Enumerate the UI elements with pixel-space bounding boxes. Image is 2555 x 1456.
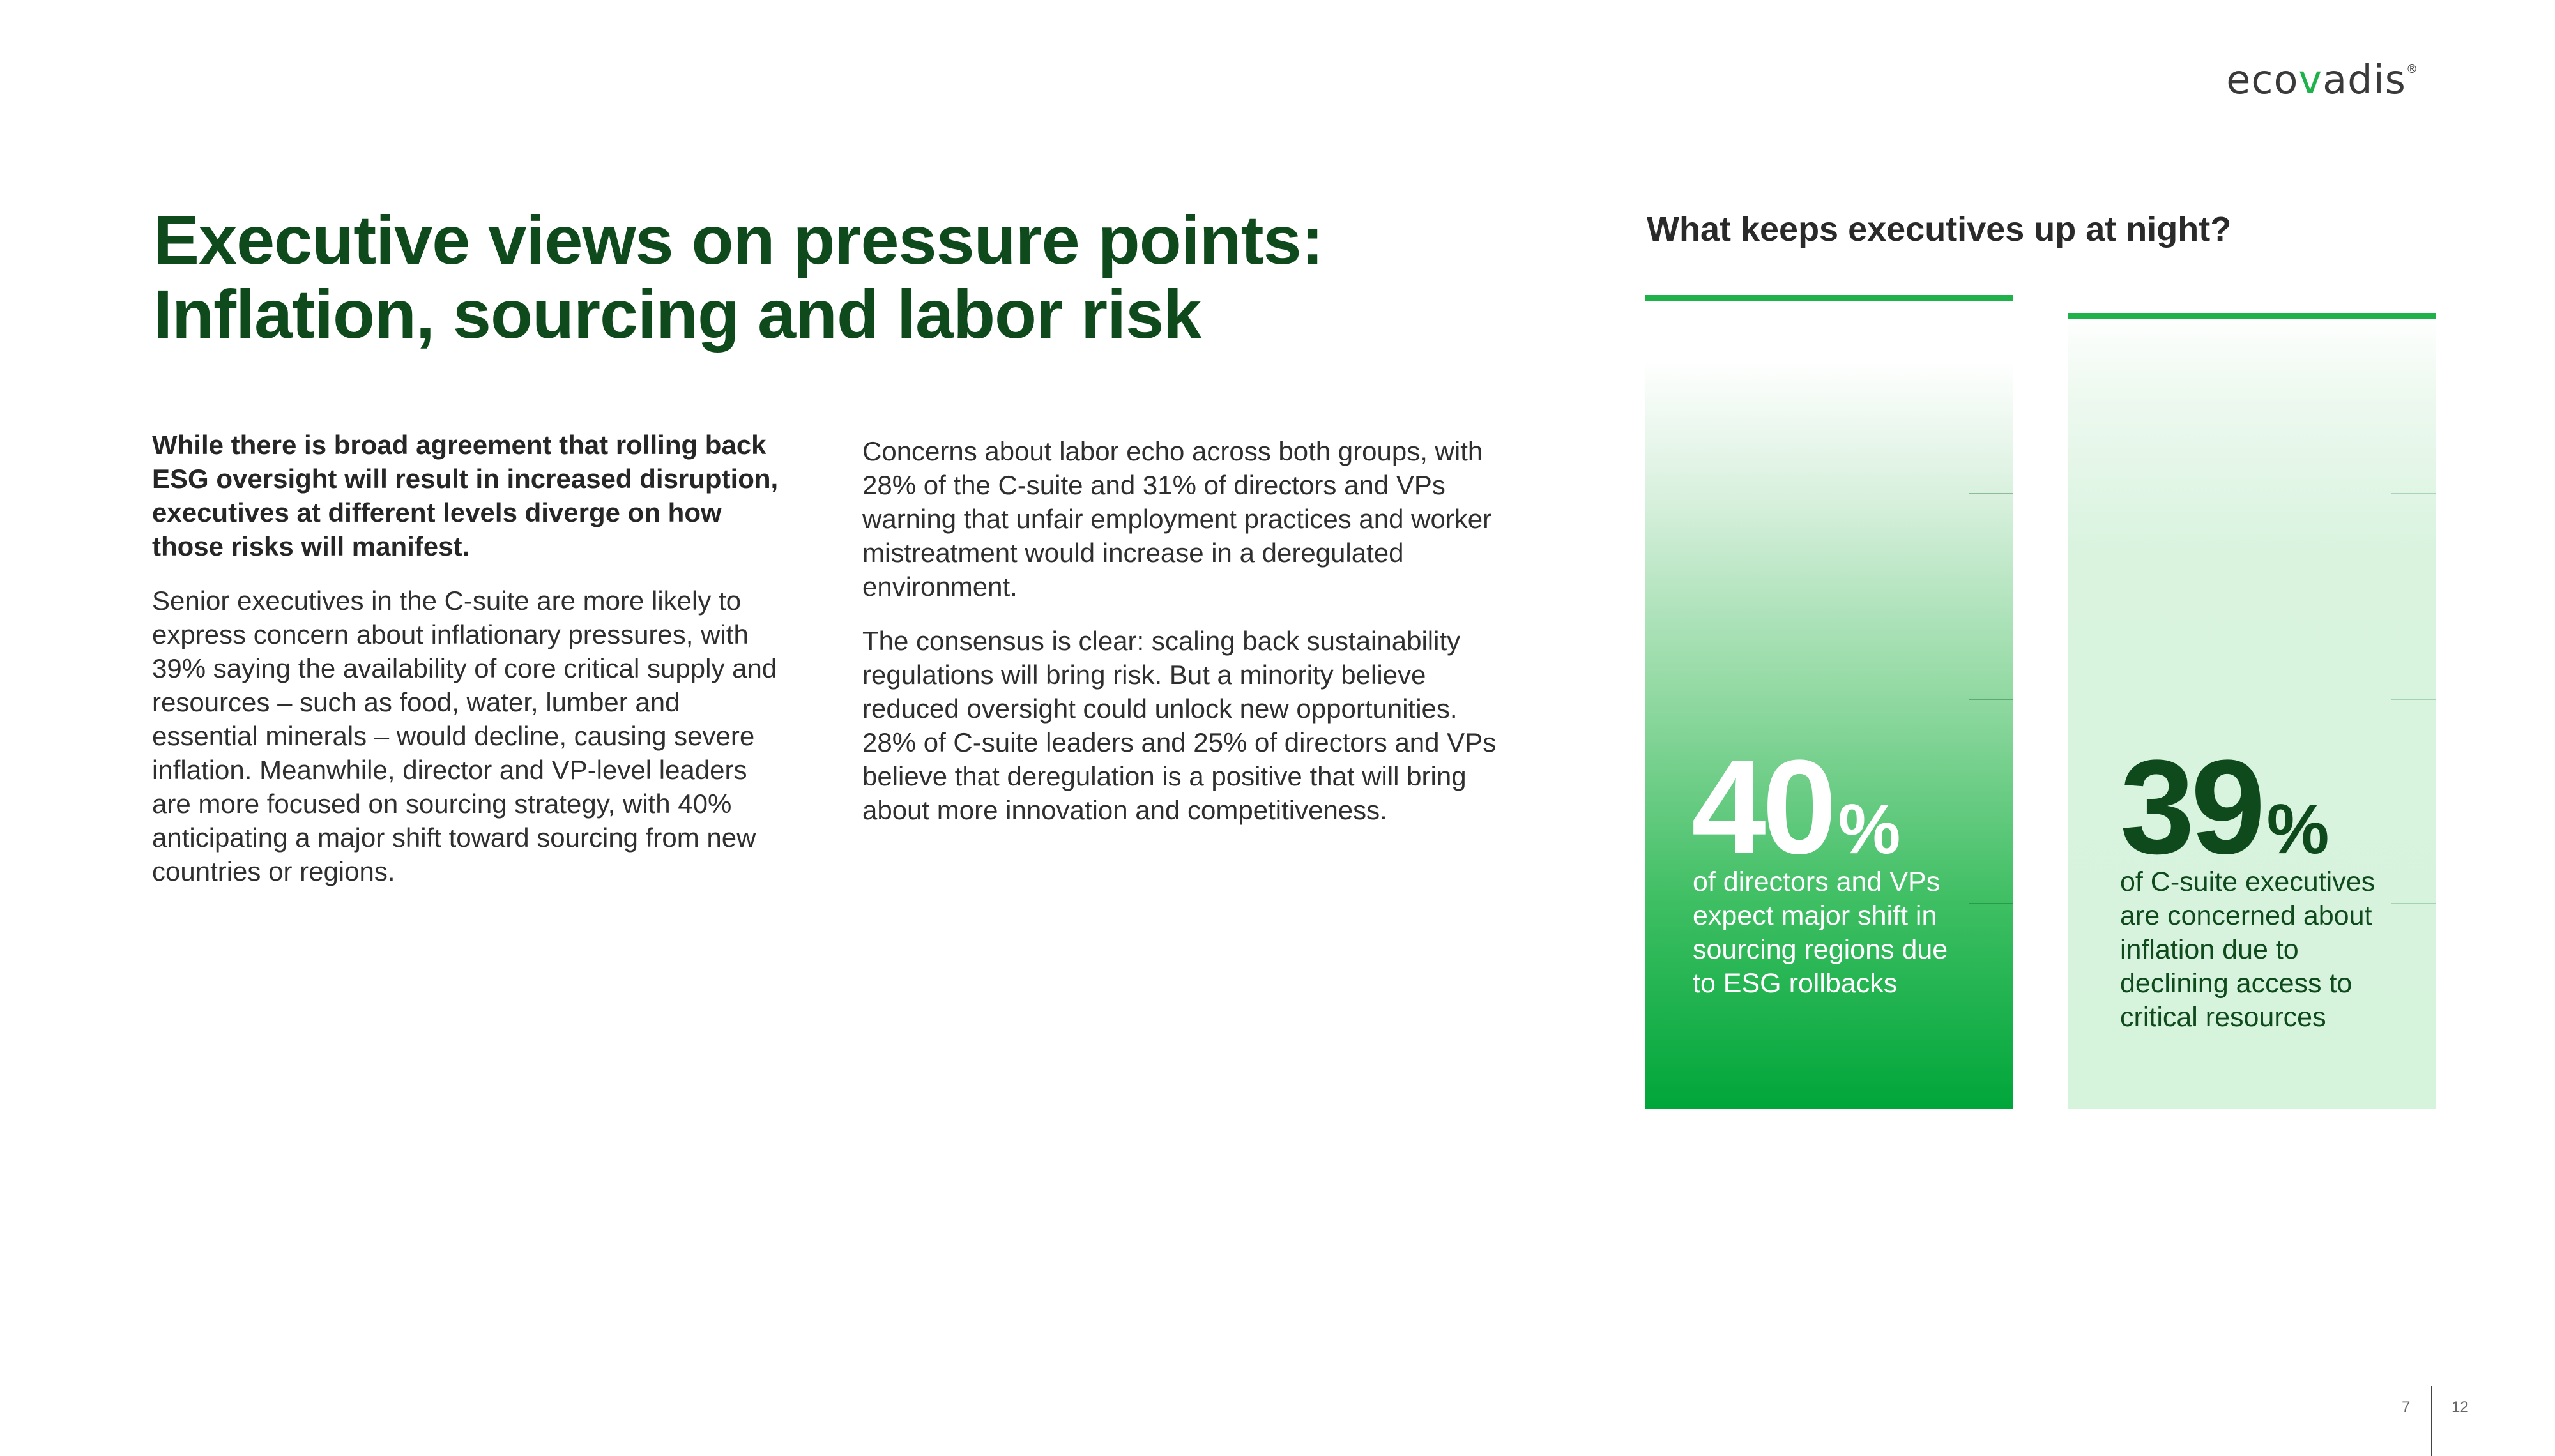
body-paragraph: Senior executives in the C-suite are more likely to express concern about inflationary pressures, with 39% saying the availability of core critical supply and resources – such as food, water, lumber and essential minerals – would decline, causing severe inflation. Meanwhile, director and VP-level leaders are more focused on sourcing strategy, with 40% anticipating a major shift toward sourcing from new countries or regions.	[152, 586, 777, 886]
bar-top-accent-line	[1645, 295, 2013, 301]
left-text-column	[152, 428, 791, 909]
logo-accent-letter: v	[2298, 56, 2323, 103]
right-text-column	[862, 434, 1501, 847]
page-title-line-2: Inflation, sourcing and labor risk	[153, 275, 1201, 353]
current-page-number: 7	[2402, 1399, 2411, 1416]
stat-number: 40	[1691, 732, 1833, 882]
stat-unit: %	[2266, 790, 2330, 868]
bar-tick	[2391, 699, 2436, 700]
total-page-count: 12	[2452, 1399, 2469, 1416]
bar-tick	[1969, 699, 2013, 700]
stat-bar-directors	[1645, 295, 2013, 1109]
page-title-line-1: Executive views on pressure points:	[153, 201, 1323, 278]
stat-number: 39	[2120, 732, 2262, 882]
logo-text-part: eco	[2226, 56, 2299, 103]
stat-value	[1691, 732, 1901, 882]
stat-unit: %	[1838, 790, 1901, 868]
bar-tick	[2391, 903, 2436, 904]
logo-text-part: adis	[2322, 56, 2406, 103]
stat-value	[2120, 732, 2330, 882]
page-number-divider	[2431, 1386, 2432, 1456]
chart-title: What keeps executives up at night?	[1647, 210, 2232, 248]
stat-description: of directors and VPs expect major shift in sourcing regions due to ESG rollbacks	[1693, 867, 1948, 999]
body-paragraph: The consensus is clear: scaling back sustainability regulations will bring risk. But a minority believe reduced oversight could unlock new opportunities. 28% of C-suite leaders and 25% of directors and VPs believe that deregulation is a positive that will bring about more innovation and competitiveness.	[862, 626, 1497, 825]
stat-bar-c-suite	[2068, 313, 2436, 1109]
bar-tick	[2391, 493, 2436, 494]
logo-registered-mark: ®	[2406, 63, 2418, 76]
bar-tick	[1969, 903, 2013, 904]
bar-tick	[1969, 493, 2013, 494]
page-title	[153, 203, 1495, 351]
stat-description: of C-suite executives are concerned about inflation due to declining access to critical resources	[2120, 867, 2376, 1033]
ecovadis-logo	[2226, 56, 2418, 103]
bar-top-accent-line	[2068, 313, 2436, 319]
lead-paragraph: While there is broad agreement that rolling back ESG oversight will result in increased disruption, executives at different levels diverge on how those risks will manifest.	[152, 430, 779, 561]
body-paragraph: Concerns about labor echo across both groups, with 28% of the C-suite and 31% of directors and VPs warning that unfair employment practices and worker mistreatment would increase in a deregulated environment.	[862, 436, 1492, 602]
